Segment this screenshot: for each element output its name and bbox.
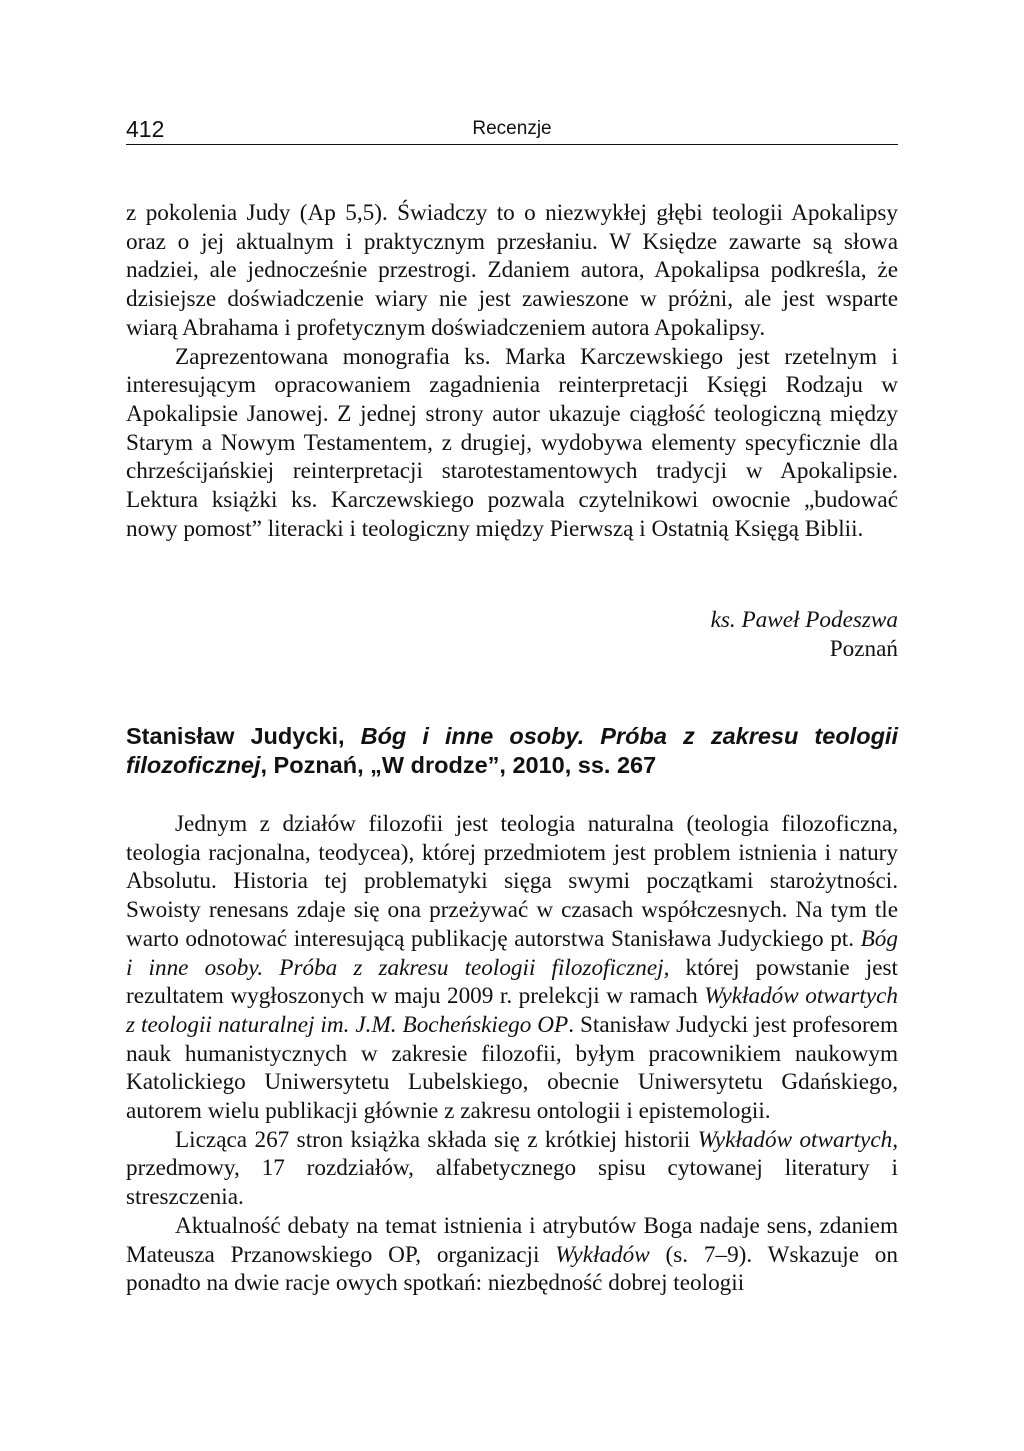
text-run: Jednym z działów filozofii jest teologia naturalna (teologia filozoficzna, teologia racjonalna, teodycea), której przedmiotem jest problem istnienia i natury Absolutu. Historia tej problematyki sięga swymi początkami starożytności. Swoisty renesans zdaje się ona przeżywać w czasach współczesnych. Na tym tle warto odnotować interesującą publikację autorstwa Stanisława Judyckiego pt. <box>126 811 898 952</box>
paragraph <box>126 810 898 1126</box>
text-run: . Stanisław Judycki jest profesorem nauk humanistycznych w zakresie filozofii, byłym pracownikiem naukowym Katolickiego Uniwersytetu Lubelskiego, obecnie Uniwersytetu Gdańskiego, autorem wielu publikacji głównie z zakresu ontologii i epistemologii. <box>126 1011 898 1125</box>
book-title-inline: Bóg i inne osoby. Próba z zakresu teologii filozoficznej, <box>126 925 898 981</box>
paragraph <box>126 1212 898 1298</box>
reviewer-name: ks. Paweł Podeszwa <box>710 607 898 633</box>
text-run: Aktualność debaty na temat istnienia i atrybutów Boga nadaje sens, zdaniem Mateusza Przanowskiego OP, organizacji <box>126 1212 898 1268</box>
review-continuation <box>126 199 898 543</box>
reviewer-place: Poznań <box>829 636 898 662</box>
review-heading <box>126 722 898 780</box>
book-author: Stanisław Judycki, <box>126 723 361 749</box>
book-title: Bóg i inne osoby. Próba z zakresu teologii filozoficznej <box>126 723 898 778</box>
page-number: 412 <box>126 116 165 142</box>
lecture-series-title: Wykładów otwartych z teologii naturalnej im. J.M. Bocheńskiego OP <box>126 983 898 1038</box>
paragraph: z pokolenia Judy (Ap 5,5). Świadczy to o niezwykłej głębi teologii Apokalipsy oraz o jej aktualnym i praktycznym przesłaniu. W Księdze zawarte są słowa nadziei, ale jednocześnie przestrogi. Zdaniem autora, Apokalipsa podkreśla, że dzisiejsze doświadczenie wiary nie jest zawieszone w próżni, ale jest wsparte wiarą Abrahama i profetycznym doświadczeniem autora Apokalipsy. <box>126 200 898 341</box>
running-header <box>126 114 898 145</box>
text-run: Licząca 267 stron książka składa się z krótkiej historii <box>175 1126 698 1153</box>
italic-term: Wykładów otwartych, <box>697 1126 899 1153</box>
paragraph <box>126 1126 898 1212</box>
book-publication: , Poznań, „W drodze”, 2010, ss. 267 <box>260 752 657 778</box>
italic-term: Wykładów <box>555 1241 650 1268</box>
text-run: (s. 7–9). Wskazuje on ponadto na dwie racje owych spotkań: niezbędność dobrej teologii <box>126 1241 898 1297</box>
section-title: Recenzje <box>472 118 552 139</box>
paragraph: Zaprezentowana monografia ks. Marka Karczewskiego jest rzetelnym i interesującym opracowaniem zagadnienia reinterpretacji Księgi Rodzaju w Apokalipsie Janowej. Z jednej strony autor ukazuje ciągłość teologiczną między Starym a Nowym Testamentem, z drugiej, wydobywa elementy specyficznie dla chrześcijańskiej reinterpretacji starotestamentowych tradycji w Apokalipsie. Lektura książki ks. Karczewskiego pozwala czytelnikowi owocnie „budować nowy pomost” literacki i teologiczny między Pierwszą i Ostatnią Księgą Biblii. <box>126 343 898 542</box>
review-body <box>126 810 898 1298</box>
text-run: przedmowy, 17 rozdziałów, alfabetycznego spisu cytowanej literatury i streszczenia. <box>126 1155 898 1211</box>
text-run: której powstanie jest rezultatem wygłoszonych w maju 2009 r. prelekcji w ramach <box>126 954 899 1010</box>
